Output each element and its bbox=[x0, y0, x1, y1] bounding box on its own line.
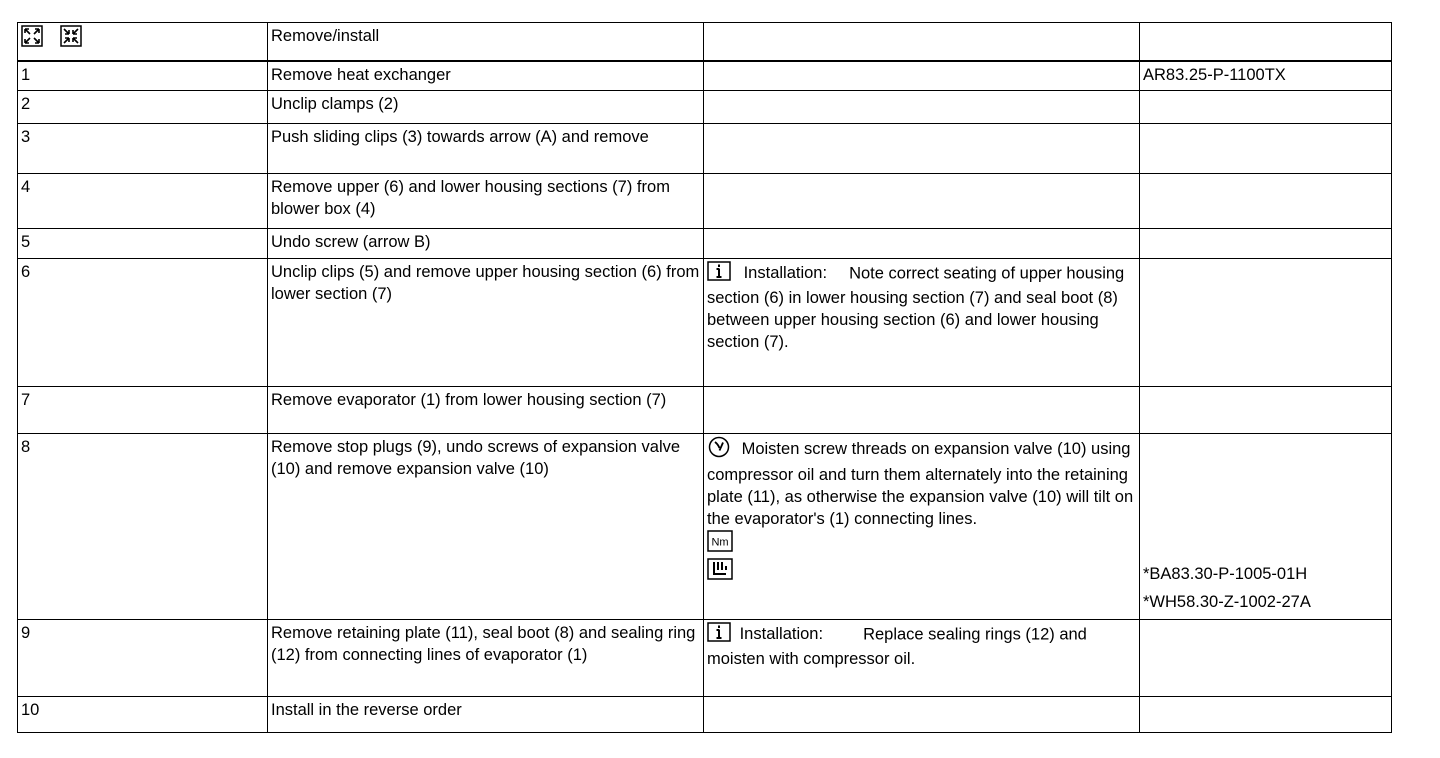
table-row bbox=[18, 229, 1392, 259]
table-row bbox=[18, 174, 1392, 229]
header-icons-cell bbox=[18, 23, 268, 61]
step-ref bbox=[1140, 91, 1392, 124]
step-notes bbox=[704, 61, 1140, 91]
step-action: Push sliding clips (3) towards arrow (A) and remove bbox=[268, 124, 704, 174]
reference-link[interactable]: AR83.25-P-1100TX bbox=[1140, 61, 1392, 91]
step-action: Remove stop plugs (9), undo screws of expansion valve (10) and remove expansion valve (10) bbox=[268, 434, 704, 620]
installation-note: Note correct seating of upper housing section (6) in lower housing section (7) and seal boot (8) between upper housing section (6) and lower housing section (7). bbox=[707, 264, 1125, 351]
procedure-table bbox=[17, 22, 1392, 733]
step-notes bbox=[704, 434, 1140, 620]
special-tool-icon bbox=[707, 558, 733, 589]
step-ref bbox=[1140, 387, 1392, 434]
nm-torque-icon bbox=[707, 530, 733, 561]
step-notes bbox=[704, 91, 1140, 124]
table-row bbox=[18, 91, 1392, 124]
info-icon bbox=[707, 261, 731, 287]
step-action: Remove upper (6) and lower housing sections (7) from blower box (4) bbox=[268, 174, 704, 229]
step-action: Undo screw (arrow B) bbox=[268, 229, 704, 259]
step-notes bbox=[704, 124, 1140, 174]
step-notes bbox=[704, 229, 1140, 259]
table-row bbox=[18, 124, 1392, 174]
step-number: 5 bbox=[18, 229, 268, 259]
step-action: Unclip clamps (2) bbox=[268, 91, 704, 124]
step-action: Install in the reverse order bbox=[268, 697, 704, 733]
svg-text:Nm: Nm bbox=[711, 536, 729, 549]
step-notes bbox=[704, 697, 1140, 733]
table-row bbox=[18, 61, 1392, 91]
table-row bbox=[18, 620, 1392, 697]
step-ref bbox=[1140, 174, 1392, 229]
step-number: 7 bbox=[18, 387, 268, 434]
step-number: 8 bbox=[18, 434, 268, 620]
step-action: Remove retaining plate (11), seal boot (8) and sealing ring (12) from connecting lines of evaporator (1) bbox=[268, 620, 704, 697]
step-ref bbox=[1140, 124, 1392, 174]
step-number: 9 bbox=[18, 620, 268, 697]
header-notes-cell bbox=[704, 23, 1140, 61]
torque-reference-link[interactable]: *BA83.30-P-1005-01H bbox=[1143, 565, 1308, 583]
step-action: Remove heat exchanger bbox=[268, 61, 704, 91]
installation-label: Installation: bbox=[739, 625, 824, 644]
step-number: 1 bbox=[18, 61, 268, 91]
expand-arrows-icon[interactable] bbox=[21, 25, 43, 53]
header-title: Remove/install bbox=[268, 23, 704, 61]
step-ref bbox=[1140, 434, 1392, 620]
header-ref-cell bbox=[1140, 23, 1392, 61]
step-action: Unclip clips (5) and remove upper housing section (6) from lower section (7) bbox=[268, 259, 704, 387]
info-icon bbox=[707, 622, 731, 648]
table-row bbox=[18, 434, 1392, 620]
table-row bbox=[18, 259, 1392, 387]
step-ref bbox=[1140, 259, 1392, 387]
collapse-arrows-icon[interactable] bbox=[60, 25, 82, 53]
caution-note: Moisten screw threads on expansion valve (10) using compressor oil and turn them alternately into the retaining plate (11), as otherwise the expansion valve (10) will tilt on the evaporator's (1) connecting lines. bbox=[707, 440, 1134, 528]
installation-label: Installation: bbox=[743, 264, 828, 283]
step-notes bbox=[704, 620, 1140, 697]
step-action: Remove evaporator (1) from lower housing section (7) bbox=[268, 387, 704, 434]
step-notes bbox=[704, 174, 1140, 229]
step-notes bbox=[704, 259, 1140, 387]
step-ref bbox=[1140, 697, 1392, 733]
step-number: 4 bbox=[18, 174, 268, 229]
table-row bbox=[18, 697, 1392, 733]
step-number: 3 bbox=[18, 124, 268, 174]
step-notes bbox=[704, 387, 1140, 434]
installation-note: Replace sealing rings (12) and moisten with compressor oil. bbox=[707, 625, 1087, 668]
caution-circle-icon bbox=[707, 436, 731, 464]
step-ref bbox=[1140, 229, 1392, 259]
step-number: 10 bbox=[18, 697, 268, 733]
table-header-row bbox=[18, 23, 1392, 61]
step-ref bbox=[1140, 620, 1392, 697]
step-number: 6 bbox=[18, 259, 268, 387]
tool-reference-link[interactable]: *WH58.30-Z-1002-27A bbox=[1143, 593, 1311, 611]
table-row bbox=[18, 387, 1392, 434]
step-number: 2 bbox=[18, 91, 268, 124]
